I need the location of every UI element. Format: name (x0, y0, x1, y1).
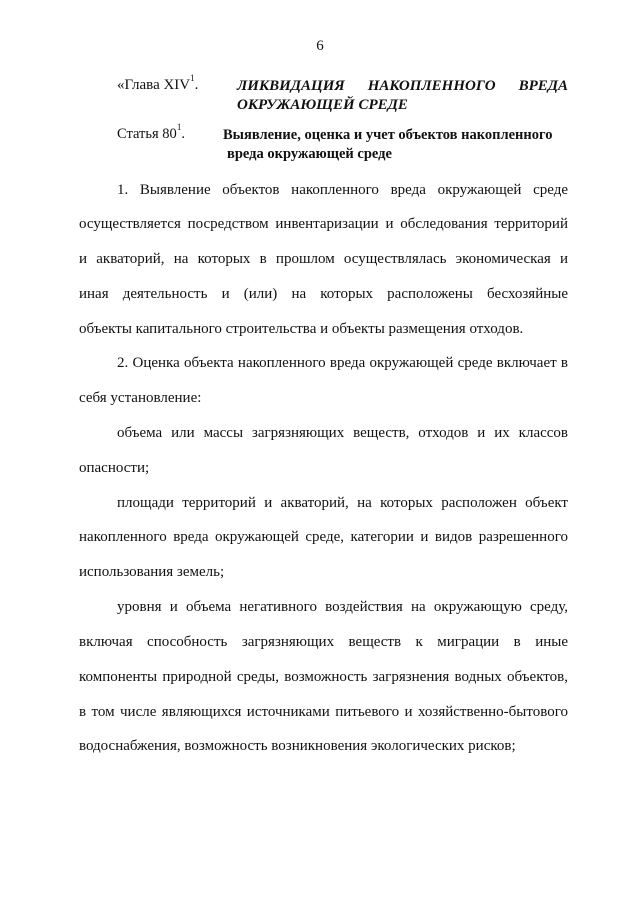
chapter-label-text: «Глава XIV (117, 77, 191, 93)
paragraph-line: в том числе являющихся источниками питьевого и хозяйственно-бытового (79, 704, 568, 720)
paragraph-line: объекты капитального строительства и объекты размещения отходов. (79, 321, 524, 337)
paragraph-line: накопленного вреда окружающей среде, категории и видов разрешенного (79, 529, 568, 545)
chapter-label-suffix: . (194, 77, 199, 93)
paragraph-line: осуществляется посредством инвентаризации и обследования территорий (79, 216, 568, 232)
paragraph-line: иная деятельность и (или) на которых расположены бесхозяйные (79, 286, 568, 302)
article-title (223, 126, 569, 164)
article-label-text: Статья 80 (117, 126, 177, 142)
article-label-suffix: . (181, 126, 185, 142)
paragraph-line: площади территорий и акваторий, на которых расположен объект (117, 495, 568, 511)
chapter-title-line: ЛИКВИДАЦИЯ НАКОПЛЕННОГО ВРЕДА (237, 78, 568, 94)
article-superscript: 1 (176, 122, 182, 133)
chapter-label (117, 73, 199, 94)
chapter-title (237, 77, 568, 115)
paragraph-line: водоснабжения, возможность возникновения экологических рисков; (79, 738, 516, 754)
paragraph-line: себя установление: (79, 390, 202, 406)
paragraph-line: и акваторий, на которых в прошлом осуществлялась экономическая и (79, 251, 568, 267)
paragraph-line: 2. Оценка объекта накопленного вреда окружающей среде включает в (117, 355, 568, 371)
page-number: 6 (316, 38, 324, 54)
article-label (117, 122, 185, 143)
paragraph-line: 1. Выявление объектов накопленного вреда окружающей среде (117, 182, 568, 198)
chapter-superscript: 1 (190, 73, 195, 83)
paragraph-line: уровня и объема негативного воздействия на окружающую среду, (117, 599, 568, 615)
article-title-line: Выявление, оценка и учет объектов накопленного (223, 127, 553, 143)
paragraph-line: включая способность загрязняющих веществ к миграции в иные (79, 634, 568, 650)
paragraph-line: компоненты природной среды, возможность загрязнения водных объектов, (79, 669, 568, 685)
paragraph-line: использования земель; (79, 564, 225, 580)
chapter-title-line: ОКРУЖАЮЩЕЙ СРЕДЕ (237, 97, 408, 113)
paragraph-line: опасности; (79, 460, 150, 476)
article-title-line: вреда окружающей среде (227, 146, 392, 162)
paragraph-line: объема или массы загрязняющих веществ, отходов и их классов (117, 425, 568, 441)
